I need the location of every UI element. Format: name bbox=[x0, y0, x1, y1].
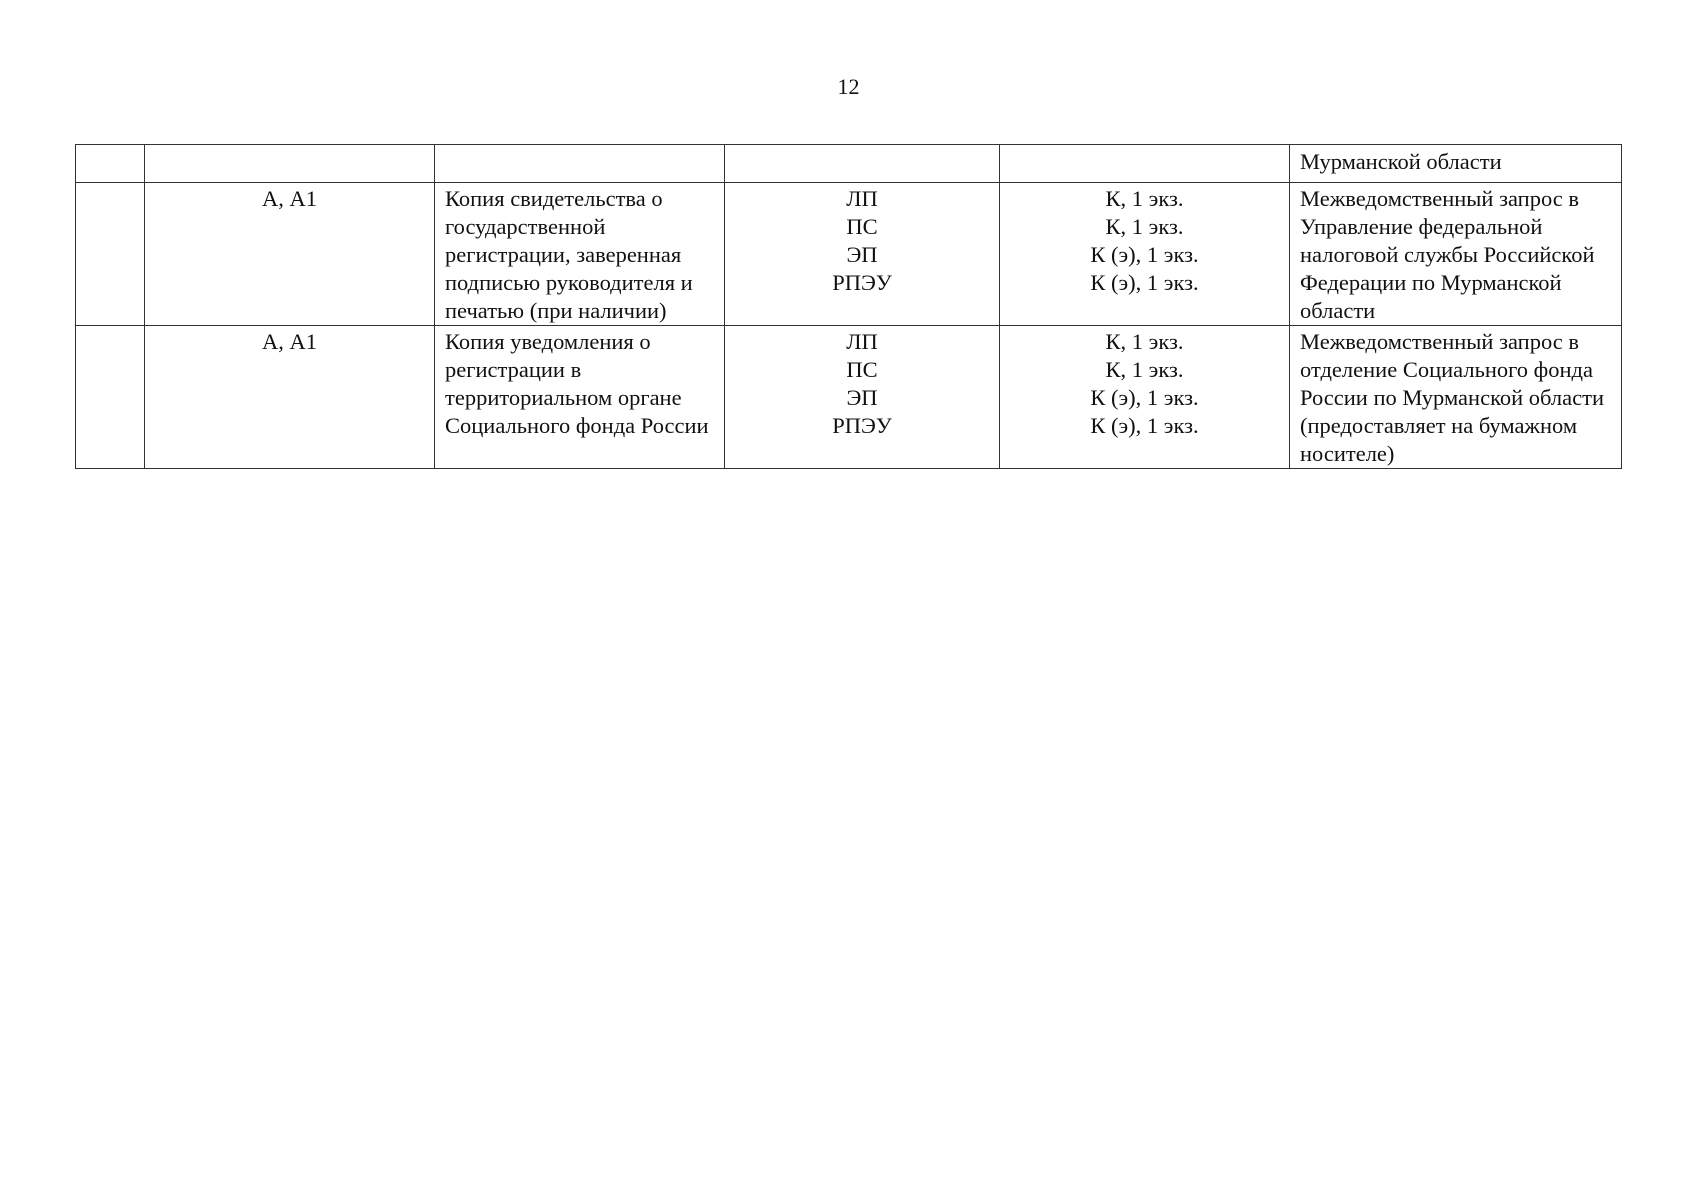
document-name-text: Копия уведомления о регистрации в территориальном органе Социального фонда России bbox=[445, 329, 709, 438]
cell-issuer bbox=[1290, 145, 1622, 183]
table-row bbox=[76, 326, 1622, 469]
cell-form-and-copies bbox=[1000, 145, 1290, 183]
submission-method: ЛП bbox=[846, 329, 878, 354]
cell-submission-methods bbox=[725, 145, 1000, 183]
form-and-copies: К, 1 экз. bbox=[1105, 186, 1184, 211]
submission-method: РПЭУ bbox=[832, 270, 892, 295]
cell-number bbox=[76, 326, 145, 469]
form-and-copies: К, 1 экз. bbox=[1105, 329, 1184, 354]
cell-applicant-category bbox=[145, 183, 435, 326]
submission-method: ЭП bbox=[846, 385, 878, 410]
cell-number bbox=[76, 183, 145, 326]
cell-submission-methods bbox=[725, 183, 1000, 326]
document-name-text: Копия свидетельства о государственной регистрации, заверенная подписью руководителя и печатью (при наличии) bbox=[445, 186, 693, 323]
form-and-copies: К, 1 экз. bbox=[1105, 214, 1184, 239]
table-row bbox=[76, 183, 1622, 326]
cell-number bbox=[76, 145, 145, 183]
form-and-copies: К, 1 экз. bbox=[1105, 357, 1184, 382]
cell-applicant-category bbox=[145, 145, 435, 183]
cell-submission-methods bbox=[725, 326, 1000, 469]
table-row-continuation bbox=[76, 145, 1622, 183]
cell-document-name bbox=[435, 145, 725, 183]
submission-method: ЭП bbox=[846, 242, 878, 267]
form-and-copies: К (э), 1 экз. bbox=[1090, 413, 1199, 438]
cell-document-name bbox=[435, 183, 725, 326]
cell-form-and-copies bbox=[1000, 183, 1290, 326]
issuer-text: Межведомственный запрос в отделение Социального фонда России по Мурманской области (предоставляет на бумажном носителе) bbox=[1300, 329, 1604, 466]
cell-issuer bbox=[1290, 183, 1622, 326]
applicant-category-text: А, А1 bbox=[262, 329, 317, 354]
applicant-category-text: А, А1 bbox=[262, 186, 317, 211]
issuer-text: Мурманской области bbox=[1300, 149, 1502, 174]
page-number: 12 bbox=[837, 74, 860, 99]
issuer-text: Межведомственный запрос в Управление федеральной налоговой службы Российской Федерации по Мурманской области bbox=[1300, 186, 1595, 323]
cell-issuer bbox=[1290, 326, 1622, 469]
submission-method: РПЭУ bbox=[832, 413, 892, 438]
submission-method: ПС bbox=[846, 214, 878, 239]
form-and-copies: К (э), 1 экз. bbox=[1090, 242, 1199, 267]
cell-form-and-copies bbox=[1000, 326, 1290, 469]
documents-table bbox=[75, 144, 1622, 469]
cell-applicant-category bbox=[145, 326, 435, 469]
form-and-copies: К (э), 1 экз. bbox=[1090, 385, 1199, 410]
cell-document-name bbox=[435, 326, 725, 469]
form-and-copies: К (э), 1 экз. bbox=[1090, 270, 1199, 295]
submission-method: ПС bbox=[846, 357, 878, 382]
submission-method: ЛП bbox=[846, 186, 878, 211]
